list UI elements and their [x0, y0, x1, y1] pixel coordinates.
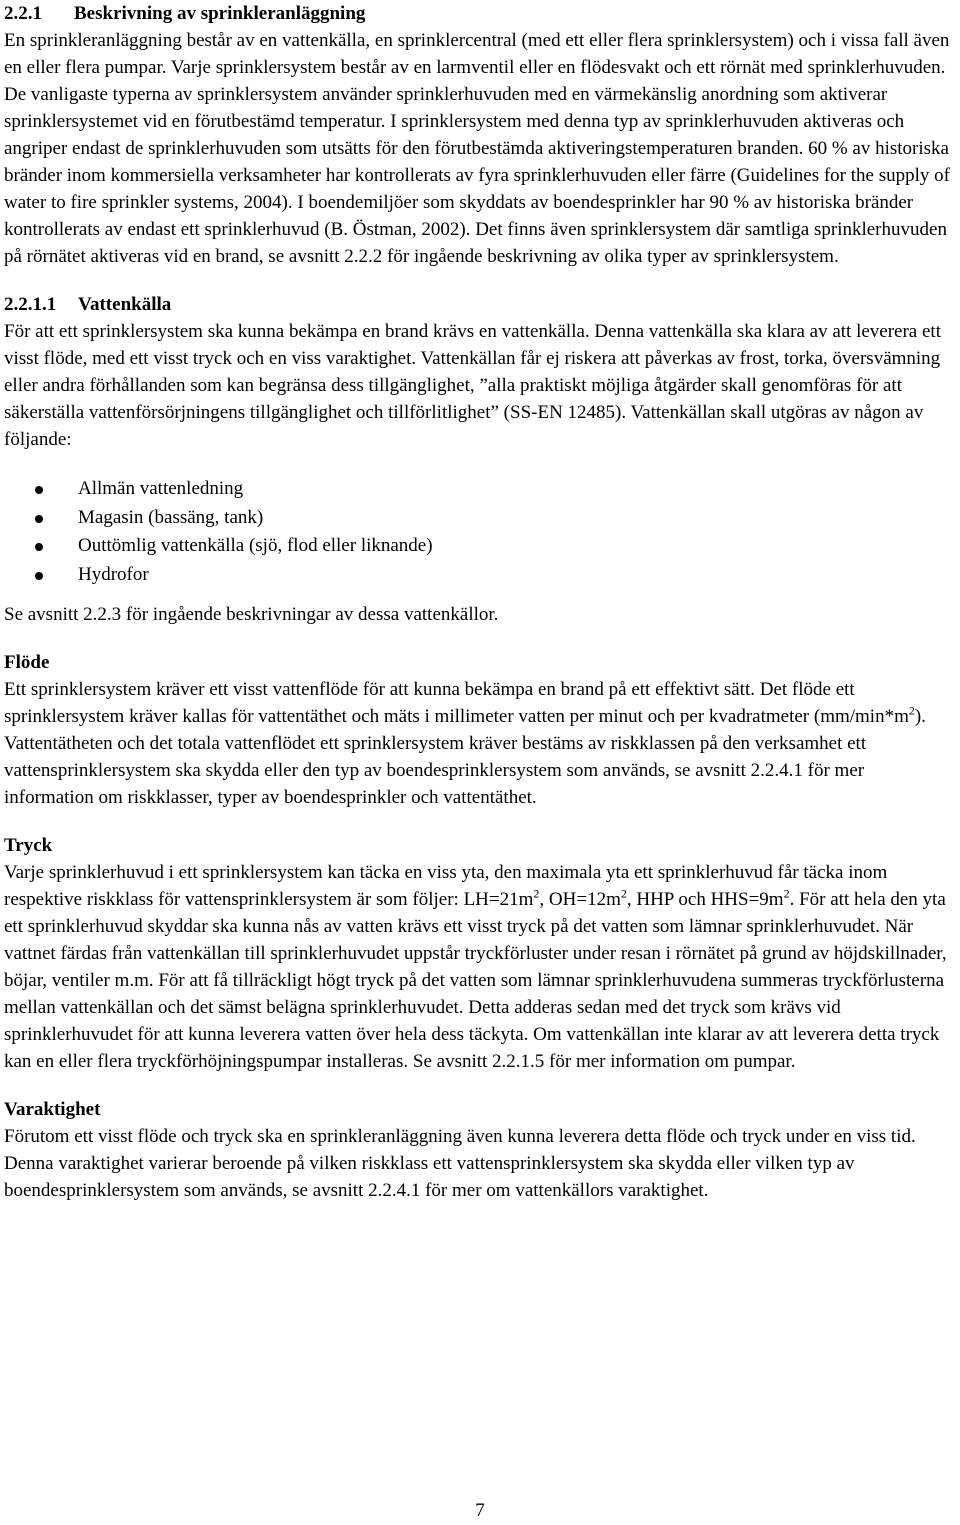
page-number: 7	[475, 1500, 485, 1521]
document-page	[4, 0, 956, 1204]
list-item: Hydrofor	[4, 561, 956, 590]
bullet-icon	[35, 543, 43, 551]
flode-heading: Flöde	[4, 652, 50, 673]
tryck-heading: Tryck	[4, 835, 53, 856]
subsection-heading	[4, 291, 956, 318]
list-item: Magasin (bassäng, tank)	[4, 504, 956, 533]
subsection-title: Vattenkälla	[78, 294, 172, 315]
bullet-icon	[35, 486, 43, 494]
varaktighet-paragraph: Förutom ett visst flöde och tryck ska en sprinkleranläggning även kunna leverera detta flöde och tryck under en viss tid. Denna varaktighet varierar beroende på vilken riskklass ett vattensprinklersystem ska skydda eller vilken typ av boendesprinklersystem som används, se avsnitt 2.2.4.1 för mer om vattenkällors varaktighet.	[4, 1126, 916, 1201]
section-title: Beskrivning av sprinkleranläggning	[74, 3, 366, 24]
list-item: Outtömlig vattenkälla (sjö, flod eller liknande)	[4, 532, 956, 561]
section-heading	[4, 0, 956, 27]
bullet-icon	[35, 572, 43, 580]
varaktighet-heading: Varaktighet	[4, 1099, 101, 1120]
section-paragraph: En sprinkleranläggning består av en vattenkälla, en sprinklercentral (med ett eller flera sprinklersystem) och i vissa fall även en eller flera pumpar. Varje sprinklersystem består av en larmventil eller en flödesvakt och ett rörnät med sprinklerhuvuden. De vanligaste typerna av sprinklersystem använder sprinklerhuvuden med en värmekänslig anordning som aktiverar sprinklersystemet vid en förutbestämd temperatur. I sprinklersystem med denna typ av sprinklerhuvuden aktiveras och angriper endast de sprinklerhuvuden som utsätts för den förutbestämda aktiveringstemperaturen branden. 60 % av historiska bränder inom kommersiella verksamheter har kontrollerats av fyra sprinklerhuvuden eller färre (Guidelines for the supply of water to fire sprinkler systems, 2004). I boendemiljöer som skyddats av boendesprinkler har 90 % av historiska bränder kontrollerats av endast ett sprinklerhuvud (B. Östman, 2002). Det finns även sprinklersystem där samtliga sprinklerhuvuden på rörnätet aktiveras vid en brand, se avsnitt 2.2.2 för ingående beskrivning av olika typer av sprinklersystem.	[4, 30, 950, 267]
list-item: Allmän vattenledning	[4, 475, 956, 504]
subsection-paragraph: För att ett sprinklersystem ska kunna bekämpa en brand krävs en vattenkälla. Denna vattenkälla ska klara av att leverera ett visst flöde, med ett visst tryck och en viss varaktighet. Vattenkällan får ej riskera att påverkas av frost, torka, översvämning eller andra förhållanden som kan begränsa dess tillgänglighet, ”alla praktiskt möjliga åtgärder skall genomföras för att säkerställa vattenförsörjningens tillgänglighet och tillförlitlighet” (SS-EN 12485). Vattenkällan skall utgöras av någon av följande:	[4, 321, 941, 450]
after-list-text: Se avsnitt 2.2.3 för ingående beskrivningar av dessa vattenkällor.	[4, 604, 499, 625]
subsection-number: 2.2.1.1	[4, 294, 57, 315]
tryck-paragraph: Varje sprinklerhuvud i ett sprinklersystem kan täcka en viss yta, den maximala yta ett sprinklerhuvud får täcka inom respektive riskklass för vattensprinklersystem är som följer: $LH=21m^2$, $OH=12m^2$, HHP och $HHS=9m^2$. För att hela den yta ett sprinklerhuvud skyddar ska kunna nås av vatten krävs ett visst tryck på det vatten som lämnar sprinklerhuvudet. När vattnet färdas från vattenkällan till sprinklerhuvudet uppstår tryckförluster under resan i rörnätet på grund av höjdskillnader, böjar, ventiler m.m. För att få tillräckligt högt tryck på det vatten som lämnar sprinklerhuvudena summeras tryckförlusterna mellan vattenkällan och det sämst belägna sprinklerhuvudet. Detta adderas sedan med det tryck som krävs vid sprinklerhuvudet för att kunna leverera vatten över hela dess täckyta. Om vattenkällan inte klarar av att leverera detta tryck kan en eller flera tryckförhöjningspumpar installeras. Se avsnitt 2.2.1.5 för mer information om pumpar.	[4, 862, 947, 1072]
water-source-list	[4, 475, 956, 589]
bullet-icon	[35, 515, 43, 523]
flode-paragraph: Ett sprinklersystem kräver ett visst vattenflöde för att kunna bekämpa en brand på ett effektivt sätt. Det flöde ett sprinklersystem kräver kallas för vattentäthet och mäts i millimeter vatten per minut och per kvadratmeter $(mm/\min*m^2)$. Vattentätheten och det totala vattenflödet ett sprinklersystem kräver bestäms av riskklassen på den verksamhet ett vattensprinklersystem ska skydda eller den typ av boendesprinklersystem som används, se avsnitt 2.2.4.1 för mer information om riskklasser, typer av boendesprinkler och vattentäthet.	[4, 679, 926, 808]
section-number: 2.2.1	[4, 3, 42, 24]
